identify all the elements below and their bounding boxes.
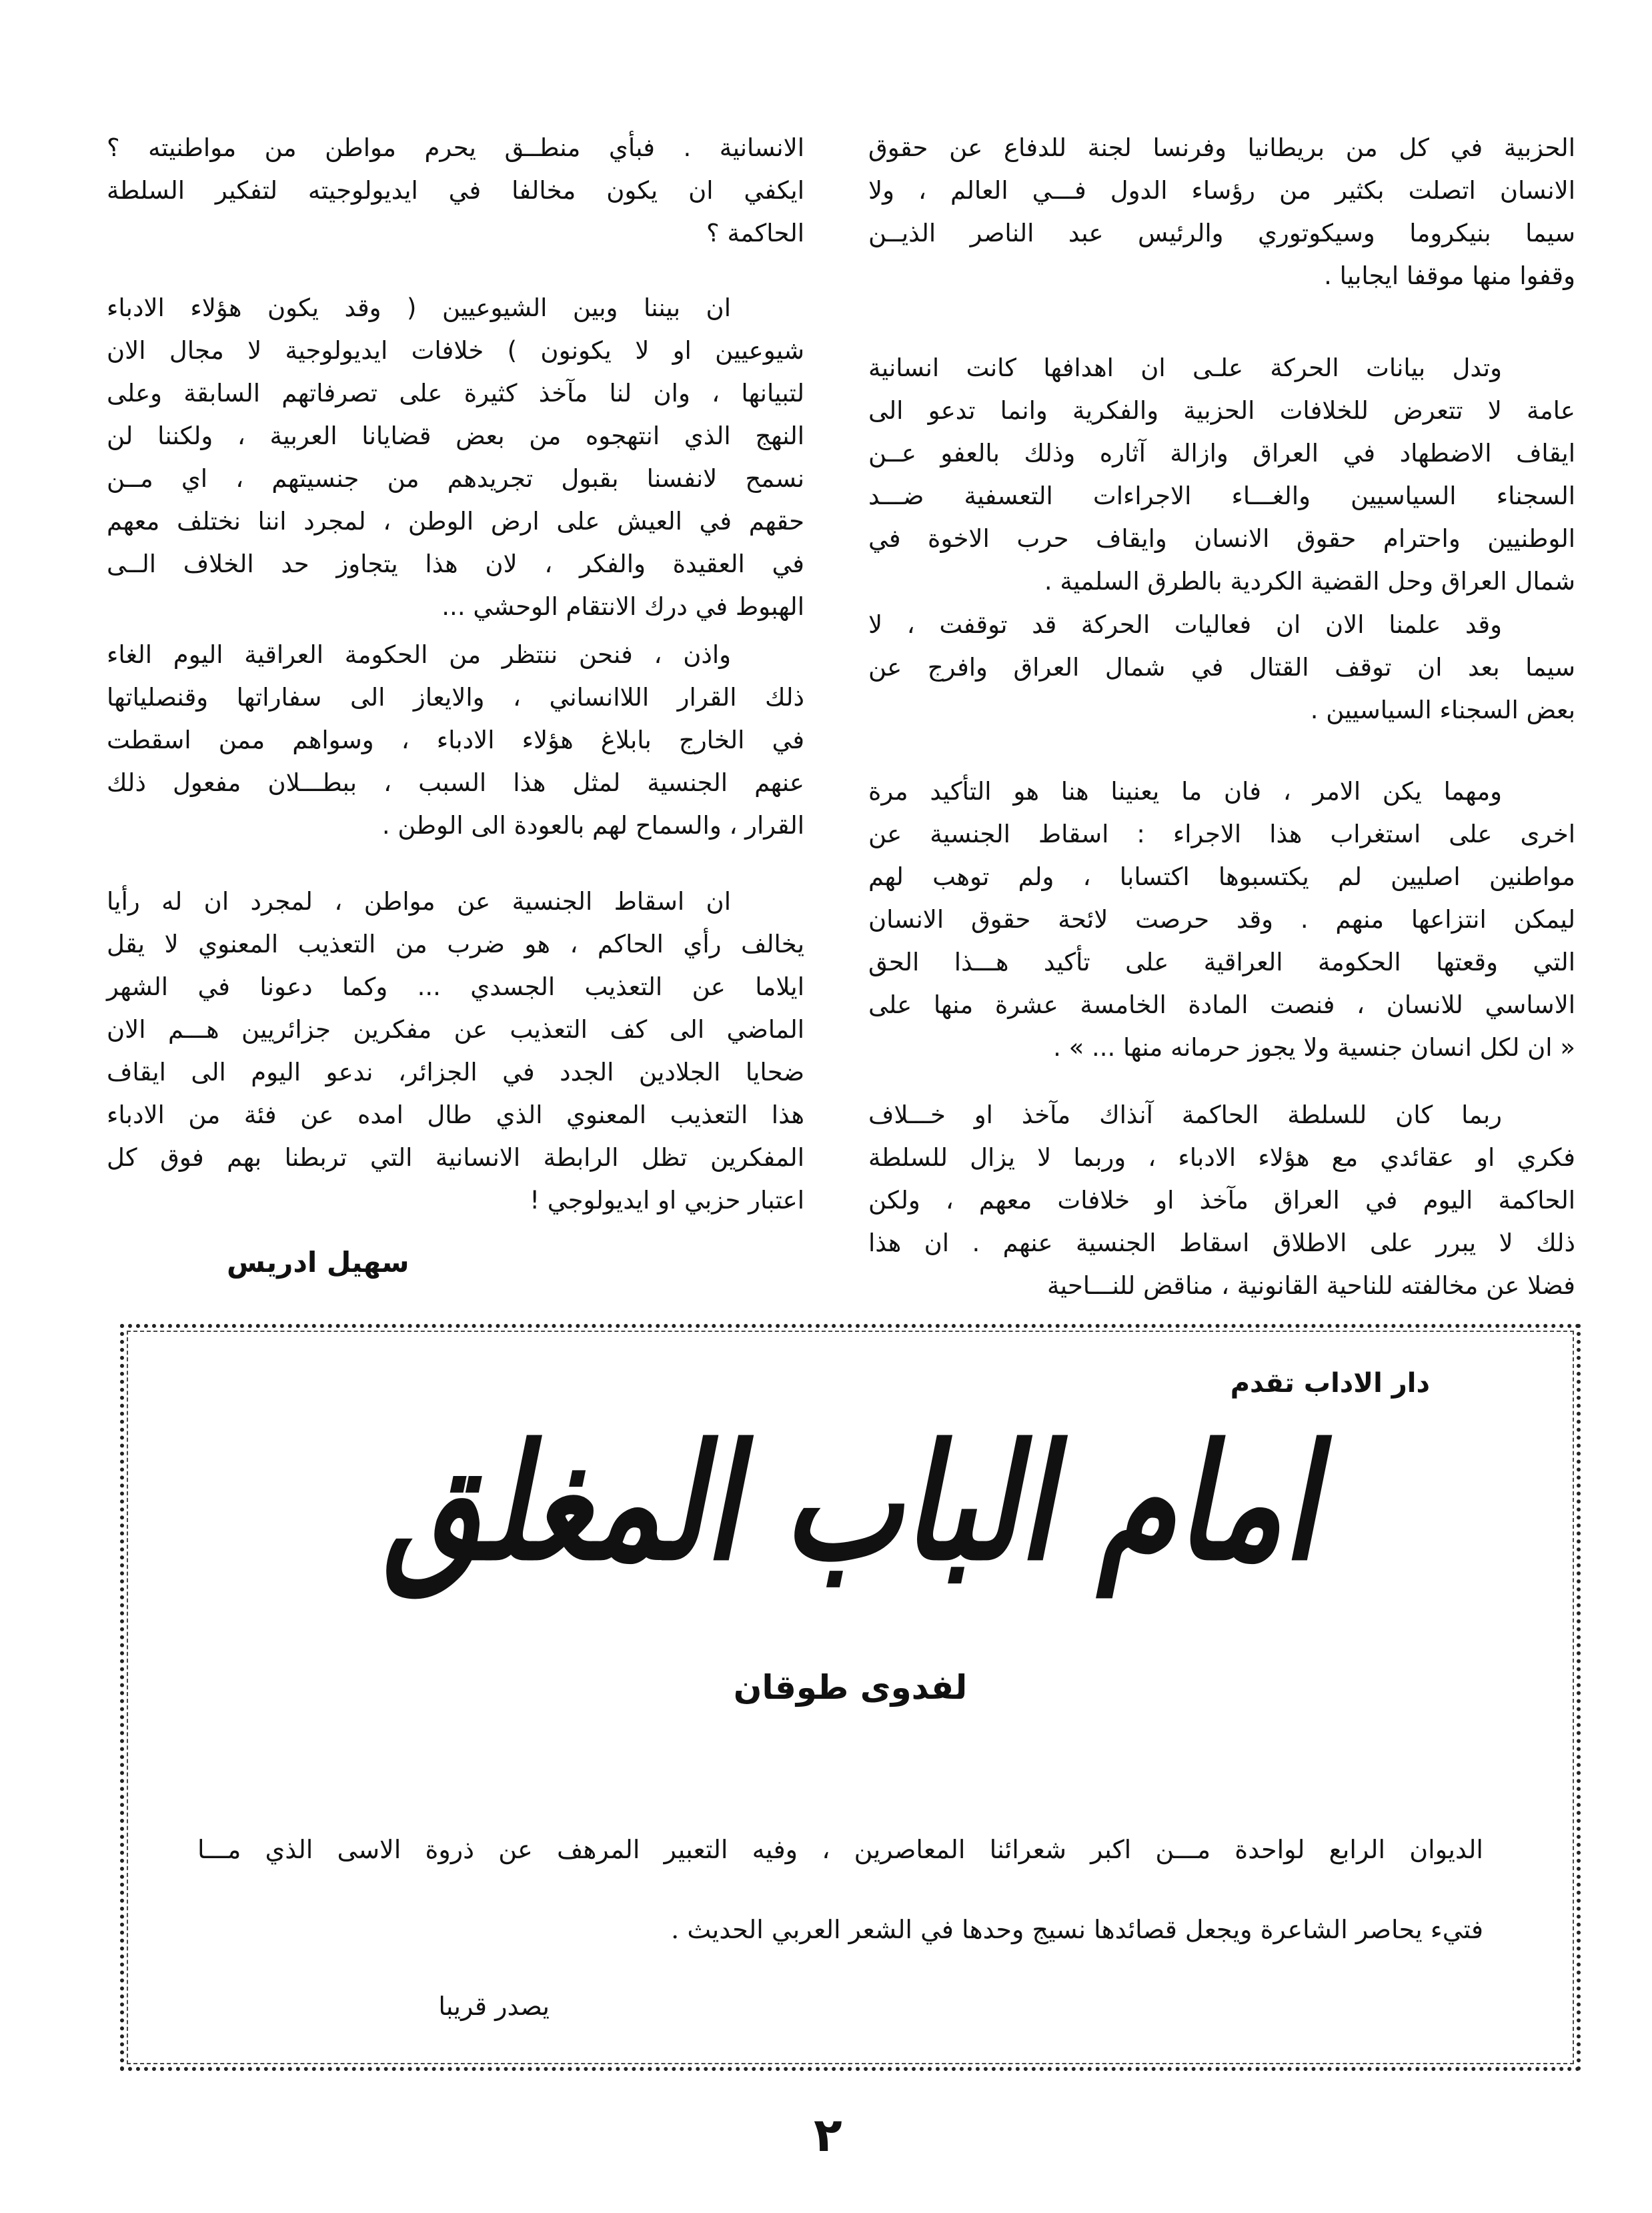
text-line: فضلا عن مخالفته للناحية القانونية ، مناقض للنـــاحية — [1046, 1271, 1575, 1300]
article-paragraph — [107, 127, 804, 255]
article-paragraph — [868, 604, 1575, 732]
text-line: ذلك القرار اللاانساني ، والايعاز الى سفاراتها وقنصلياتها — [107, 683, 804, 712]
text-line: مواطنين اصليين لم يكتسبوها اكتسابا ، ولم توهب لهم — [868, 862, 1575, 891]
text-line: ذلك لا يبرر على الاطلاق اسقاط الجنسية عنهم . ان هذا — [868, 1229, 1575, 1257]
author-signature: سهيل ادريس — [227, 1246, 409, 1279]
text-line: عامة لا تتعرض للخلافات الحزبية والفكرية وانما تدعو الى — [868, 396, 1575, 425]
text-line: ليمكن انتزاعها منهم . وقد حرصت لائحة حقوق الانسان — [868, 905, 1575, 934]
text-line: القرار ، والسماح لهم بالعودة الى الوطن . — [381, 811, 804, 840]
text-line: شمال العراق وحل القضية الكردية بالطرق السلمية . — [1044, 567, 1575, 596]
text-line: اعتبار حزبي او ايديولوجي ! — [530, 1186, 804, 1215]
text-line: النهج الذي انتهجوه من بعض قضايانا العربية ، ولكننا لن — [107, 422, 804, 450]
text-line: شيوعيين او لا يكونون ) خلافات ايديولوجية لا مجال الان — [107, 336, 804, 365]
text-line: يخالف رأي الحاكم ، هو ضرب من التعذيب المعنوي لا يقل — [107, 930, 804, 958]
text-line: الانسانية . فبأي منطــق يحرم مواطن من مواطنيته ؟ — [107, 133, 804, 162]
text-line: وتدل بيانات الحركة علـى ان اهدافها كانت انسانية — [868, 353, 1502, 382]
text-line: سيما بنيكروما وسيكوتوري والرئيس عبد الناصر الذيــن — [868, 219, 1575, 247]
text-line: ربما كان للسلطة الحاكمة آنذاك مآخذ او خـــلاف — [868, 1100, 1502, 1129]
page-number: ٢ — [814, 2108, 842, 2162]
text-line: السجناء السياسيين والغـــاء الاجراءات التعسفية ضـــد — [868, 482, 1575, 510]
text-line: ايلاما عن التعذيب الجسدي ... وكما دعونا في الشهر — [107, 972, 804, 1001]
text-line: الحاكمة اليوم في العراق مآخذ او خلافات معهم ، ولكن — [868, 1186, 1575, 1215]
text-line: عنهم الجنسية لمثل هذا السبب ، ببطـــلان مفعول ذلك — [107, 768, 804, 797]
text-line: في العقيدة والفكر ، لان هذا يتجاوز حد الخلاف الــى — [107, 550, 804, 578]
text-line: التي وقعتها الحكومة العراقية على تأكيد هـــذا الحق — [868, 948, 1575, 976]
text-line: الاساسي للانسان ، فنصت المادة الخامسة عشرة منها على — [868, 990, 1575, 1019]
text-line: نسمح لانفسنا بقبول تجريدهم من جنسيتهم ، اي مــن — [107, 464, 804, 493]
text-line: الحاكمة ؟ — [706, 219, 804, 247]
article-paragraph — [107, 287, 804, 628]
text-line: فكري او عقائدي مع هؤلاء الادباء ، وربما لا يزال للسلطة — [868, 1143, 1575, 1172]
text-line: ان بيننا وبين الشيوعيين ( وقد يكون هؤلاء الادباء — [107, 293, 731, 322]
text-line: المفكرين تظل الرابطة الانسانية التي تربطنا بهم فوق كل — [107, 1143, 804, 1172]
article-paragraph — [107, 880, 804, 1222]
text-line: هذا التعذيب المعنوي الذي طال امده عن فئة من الادباء — [107, 1100, 804, 1129]
text-line: بعض السجناء السياسيين . — [1310, 696, 1575, 724]
text-line: ان اسقاط الجنسية عن مواطن ، لمجرد ان له رأيا — [107, 887, 731, 916]
text-line: لتبيانها ، وان لنا مآخذ كثيرة على تصرفاتهم السابقة وعلى — [107, 379, 804, 408]
text-line: وقد علمنا الان ان فعاليات الحركة قد توقفت ، لا — [868, 610, 1502, 639]
article-paragraph — [868, 1094, 1575, 1307]
text-line: ايكفي ان يكون مخالفا في ايديولوجيته لتفكير السلطة — [107, 176, 804, 205]
text-line: وقفوا منها موقفا ايجابيا . — [1324, 261, 1575, 290]
ad-author: لفدوى طوقان — [733, 1668, 968, 1707]
article-paragraph — [868, 770, 1575, 1069]
ad-publisher: دار الاداب تقدم — [1230, 1368, 1430, 1399]
text-line: الماضي الى كف التعذيب عن مفكرين جزائريين هـــم الان — [107, 1015, 804, 1044]
text-line: ضحايا الجلادين الجدد في الجزائر، ندعو اليوم الى ايقاف — [107, 1058, 804, 1086]
book-advertisement — [120, 1324, 1581, 2071]
ad-status: يصدر قريبا — [438, 1992, 550, 2021]
ad-description-line: فتيء يحاصر الشاعرة ويجعل قصائدها نسيج وحدها في الشعر العربي الحديث . — [671, 1915, 1483, 1944]
ad-description-line: الديوان الرابع لواحدة مـــن اكبر شعرائنا المعاصرين ، وفيه التعبير المرهف عن ذروة الاسى الذي مـــا — [197, 1835, 1483, 1864]
article-paragraph — [107, 634, 804, 847]
text-line: الانسان اتصلت بكثير من رؤساء الدول فـــي العالم ، ولا — [868, 176, 1575, 205]
text-line: الحزبية في كل من بريطانيا وفرنسا لجنة للدفاع عن حقوق — [868, 133, 1575, 162]
article-paragraph — [868, 347, 1575, 603]
text-line: « ان لكل انسان جنسية ولا يجوز حرمانه منها ... » . — [1053, 1033, 1575, 1062]
text-line: ايقاف الاضطهاد في العراق وازالة آثاره وذلك بالعفو عــن — [868, 439, 1575, 468]
ad-book-title: امام الباب المغلق — [383, 1409, 1318, 1595]
text-line: سيما بعد ان توقف القتال في شمال العراق وافرج عن — [868, 653, 1575, 682]
text-line: اخرى على استغراب هذا الاجراء : اسقاط الجنسية عن — [868, 820, 1575, 848]
text-line: في الخارج بابلاغ هؤلاء الادباء ، وسواهم ممن اسقطت — [107, 726, 804, 754]
text-line: الهبوط في درك الانتقام الوحشي ... — [442, 592, 804, 621]
text-line: الوطنيين واحترام حقوق الانسان وايقاف حرب الاخوة في — [868, 524, 1575, 553]
text-line: حقهم في العيش على ارض الوطن ، لمجرد اننا نختلف معهم — [107, 507, 804, 536]
article-paragraph — [868, 127, 1575, 297]
text-line: ومهما يكن الامر ، فان ما يعنينا هنا هو التأكيد مرة — [868, 777, 1502, 806]
text-line: واذن ، فنحن ننتظر من الحكومة العراقية اليوم الغاء — [107, 640, 731, 669]
